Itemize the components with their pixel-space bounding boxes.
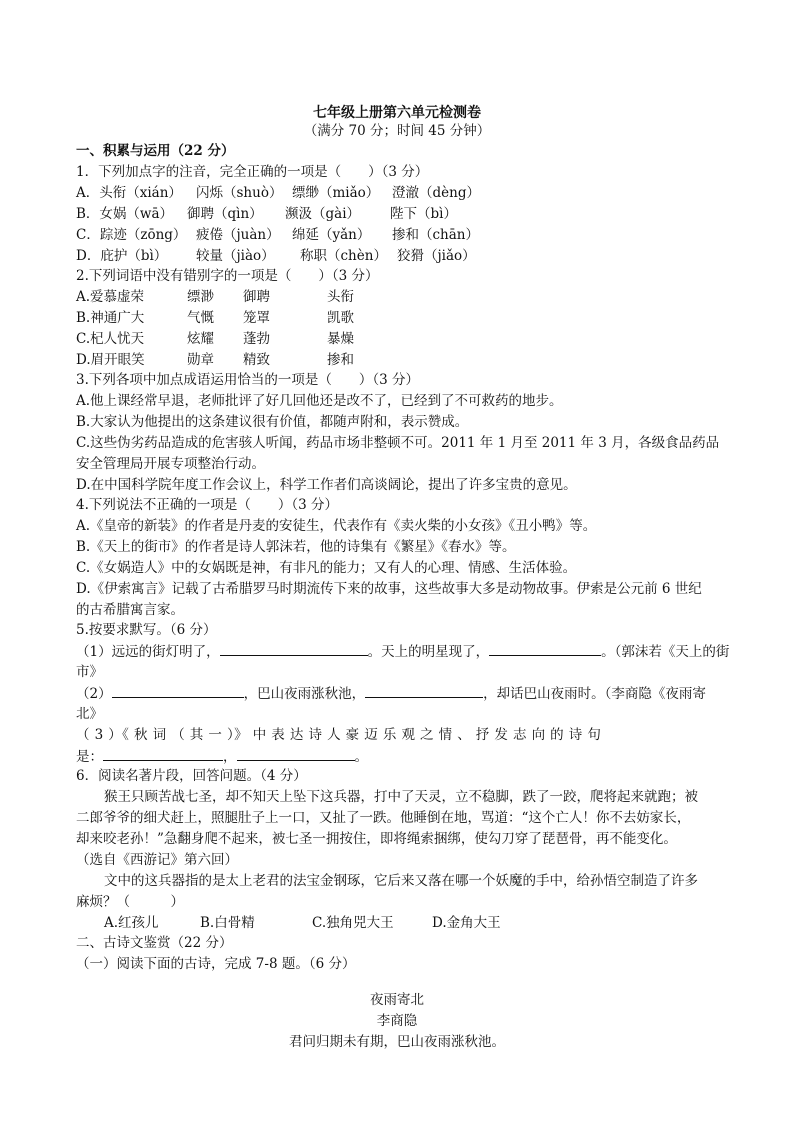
q5-3-text-a: 是： (76, 749, 103, 765)
q6-stem: 6．阅读名著片段，回答问题。（4 分） (76, 768, 307, 784)
q2-c-1: C.杞人忧天 (76, 331, 145, 347)
q2-a-4: 头衔 (327, 289, 354, 305)
q5-3-text-b: ， (223, 749, 237, 765)
q5-item-2 (76, 683, 706, 703)
q6-passage-line1: 猴王只顾苦战七圣，却不知天上坠下这兵器，打中了天灵，立不稳脚，跌了一跤，爬将起来就跑；被 (104, 789, 698, 805)
q3-option-a: A.他上课经常早退，老师批评了好几回他还是改不了，已经到了不可救药的地步。 (76, 393, 563, 409)
q4-option-a: A.《皇帝的新装》的作者是丹麦的安徒生，代表作有《卖火柴的小女孩》《丑小鸭》等。 (76, 518, 597, 534)
q1-a-3: 缥缈（miǎo） (292, 185, 380, 201)
q1-b-2: 御聘（qìn） (187, 206, 263, 222)
q1-a-1: A．头衔（xián） (76, 185, 182, 201)
q5-3-prompt: （ 3 ）《 秋 词 （ 其 一 ）》 中 表 达 诗 人 豪 迈 乐 观 之 情 、 抒 发 志 向 的 诗 句 (76, 727, 602, 743)
q5-1-text-b: 。天上的明星现了， (367, 644, 490, 660)
section-2-heading: 二、古诗文鉴赏（22 分） (76, 935, 233, 951)
q2-a-3: 御聘 (243, 289, 270, 305)
q4-option-d-line1: D.《伊索寓言》记载了古希腊罗马时期流传下来的故事，这些故事大多是动物故事。伊索是公元前 6 世纪 (76, 581, 702, 597)
q1-c-1: C．踪迹（zōng） (76, 227, 187, 243)
q6-option-a: A.红孩儿 (104, 915, 159, 931)
q4-option-b: B.《天上的街市》的作者是诗人郭沫若，他的诗集有《繁星》《春水》等。 (76, 539, 516, 555)
q2-b-3: 笼罩 (243, 310, 270, 326)
q1-b-1: B．女娲（wā） (76, 206, 174, 222)
q5-1-text-c: 。（郭沫若《天上的街 (601, 644, 730, 660)
page-title: 七年级上册第六单元检测卷 (313, 105, 481, 121)
q5-item-1 (76, 641, 729, 661)
q2-d-2: 勋章 (187, 352, 214, 368)
q5-1-blank-2[interactable] (489, 641, 601, 656)
q5-3-blank-2[interactable] (237, 746, 355, 761)
q6-option-b: B.白骨精 (200, 915, 255, 931)
q5-1-source-end: 市》 (76, 664, 103, 680)
q6-passage-line3: 却来咬老孙！”急翻身爬不起来，被七圣一拥按住，即将绳索捆绑，使勾刀穿了琵琶骨，再不能变化。 (76, 831, 677, 847)
q1-d-2: 较量（jiào） (196, 248, 275, 264)
section-2-subheading: （一）阅读下面的古诗，完成 7-8 题。（6 分） (76, 956, 356, 972)
q5-2-text-a: （2） (76, 686, 112, 702)
section-1-heading: 一、积累与运用（22 分） (76, 143, 235, 159)
q2-d-1: D.眉开眼笑 (76, 352, 145, 368)
q1-a-2: 闪烁（shuò） (196, 185, 283, 201)
q1-c-3: 绵延（yǎn） (292, 227, 371, 243)
q5-2-blank-2[interactable] (365, 683, 483, 698)
q5-2-text-c: ，却话巴山夜雨时。（李商隐《夜雨寄 (483, 686, 706, 702)
q2-stem: 2.下列词语中没有错别字的一项是（ ）（3 分） (76, 268, 379, 284)
q2-d-3: 精致 (243, 352, 270, 368)
q1-d-4: 狡猾（jiǎo） (397, 248, 476, 264)
q2-b-4: 凯歌 (327, 310, 354, 326)
q1-d-1: D．庇护（bì） (76, 248, 168, 264)
poem-author: 李商隐 (376, 1013, 418, 1029)
q1-a-4: 澄澈（dèng） (392, 185, 480, 201)
q5-item-3 (76, 746, 368, 766)
q4-option-d-line2: 的古希腊寓言家。 (76, 602, 184, 618)
q1-c-2: 疲倦（juàn） (196, 227, 280, 243)
q6-question-line2: 麻烦？（ ） (76, 894, 184, 910)
q4-option-c: C.《女娲造人》中的女娲既是神，有非凡的能力；又有人的心理、情感、生活体验。 (76, 560, 577, 576)
q6-passage-source: （选自《西游记》第六回） (76, 852, 238, 868)
q2-c-3: 蓬勃 (243, 331, 270, 347)
q5-3-text-c: 。 (354, 749, 368, 765)
poem-title: 夜雨寄北 (370, 992, 424, 1008)
q3-option-c-line2: 安全管理局开展专项整治行动。 (76, 456, 265, 472)
q2-b-2: 气慨 (187, 310, 214, 326)
q5-1-text-a: （1）远远的街灯明了， (76, 644, 220, 660)
q5-2-source-end: 北》 (76, 706, 103, 722)
q2-a-2: 缥渺 (187, 289, 214, 305)
q6-option-c: C.独角兕大王 (312, 915, 394, 931)
poem-line-1: 君问归期未有期，巴山夜雨涨秋池。 (289, 1034, 505, 1050)
q5-2-text-b: ，巴山夜雨涨秋池， (243, 686, 366, 702)
q5-stem: 5.按要求默写。（6 分） (76, 622, 217, 638)
q5-1-blank-1[interactable] (220, 641, 368, 656)
page-subtitle: （满分 70 分；时间 45 分钟） (303, 123, 491, 139)
q5-2-blank-1[interactable] (112, 683, 244, 698)
q3-option-c-line1: C.这些伪劣药品造成的危害骇人听闻，药品市场非整顿不可。2011 年 1 月至 2011 年 3 月，各级食品药品 (76, 435, 720, 451)
q4-stem: 4.下列说法不正确的一项是（ ）（3 分） (76, 497, 339, 513)
q1-b-3: 濒汲（gài） (285, 206, 361, 222)
q3-option-b: B.大家认为他提出的这条建议很有价值，都随声附和，表示赞成。 (76, 414, 469, 430)
q2-c-2: 炫耀 (187, 331, 214, 347)
q1-stem: 1．下列加点字的注音，完全正确的一项是（ ）（3 分） (76, 164, 429, 180)
q5-3-blank-1[interactable] (103, 746, 223, 761)
q2-d-4: 掺和 (327, 352, 354, 368)
q3-option-d: D.在中国科学院年度工作会议上，科学工作者们高谈阔论，提出了许多宝贵的意见。 (76, 477, 577, 493)
q6-passage-line2: 二郎爷爷的细犬赶上，照腿肚子上一口，又扯了一跌。他睡倒在地，骂道：“这个亡人！你不去妨家长， (76, 810, 691, 826)
q6-question-line1: 文中的这兵器指的是太上老君的法宝金钢琢，它后来又落在哪一个妖魔的手中，给孙悟空制造了许多 (104, 873, 698, 889)
q1-d-3: 称职（chèn） (300, 248, 387, 264)
q1-b-4: 陛下（bì） (390, 206, 457, 222)
q1-c-4: 掺和（chān） (392, 227, 479, 243)
q2-c-4: 暴燥 (327, 331, 354, 347)
q6-option-d: D.金角大王 (432, 915, 501, 931)
q3-stem: 3.下列各项中加点成语运用恰当的一项是（ ）（3 分） (76, 372, 420, 388)
q2-a-1: A.爱慕虚荣 (76, 289, 145, 305)
q2-b-1: B.神通广大 (76, 310, 145, 326)
